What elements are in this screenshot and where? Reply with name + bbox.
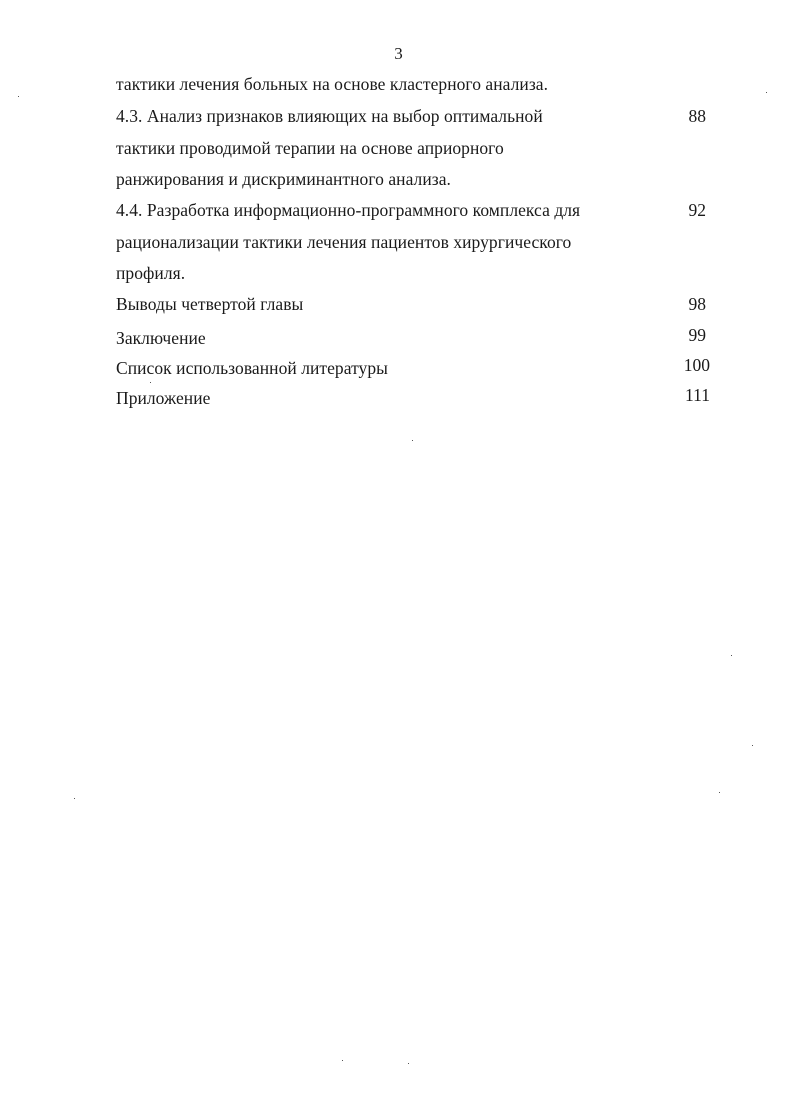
scan-speck (408, 1063, 409, 1064)
toc-entry-appendix-page: 111 (685, 385, 710, 405)
scan-speck (74, 798, 75, 799)
scan-speck (412, 440, 413, 441)
scan-speck (342, 1060, 343, 1061)
toc-entry-4-3-page: 88 (688, 106, 706, 126)
toc-entry-4-4-line-2: рационализации тактики лечения пациентов хирургического (116, 232, 572, 252)
scan-speck (18, 96, 19, 97)
toc-entry-4-4-line-3: профиля. (116, 263, 186, 283)
toc-entry-4-3-line-1: 4.3. Анализ признаков влияющих на выбор оптимальной (116, 106, 543, 126)
toc-entry-references-page: 100 (683, 355, 710, 375)
scan-speck (719, 792, 720, 793)
toc-entry-chapter-conclusions-page: 98 (688, 294, 706, 314)
toc-entry-references: Список использованной литературы (116, 358, 388, 378)
toc-entry-conclusion-page: 99 (688, 325, 706, 345)
scan-speck (766, 92, 767, 93)
toc-entry-4-3-line-3: ранжирования и дискриминантного анализа. (116, 169, 451, 189)
toc-continued-line: тактики лечения больных на основе кластерного анализа. (116, 74, 549, 94)
toc-entry-4-4-line-1: 4.4. Разработка информационно-программного комплекса для (116, 200, 581, 220)
scan-speck (150, 382, 151, 383)
scan-speck (752, 745, 753, 746)
scan-speck (731, 655, 732, 656)
toc-entry-4-3-line-2: тактики проводимой терапии на основе априорного (116, 138, 504, 158)
page-number: 3 (394, 44, 403, 63)
toc-entry-4-4-page: 92 (688, 200, 706, 220)
toc-entry-appendix: Приложение (116, 388, 211, 408)
toc-entry-conclusion: Заключение (116, 328, 206, 348)
toc-entry-chapter-conclusions: Выводы четвертой главы (116, 294, 304, 314)
